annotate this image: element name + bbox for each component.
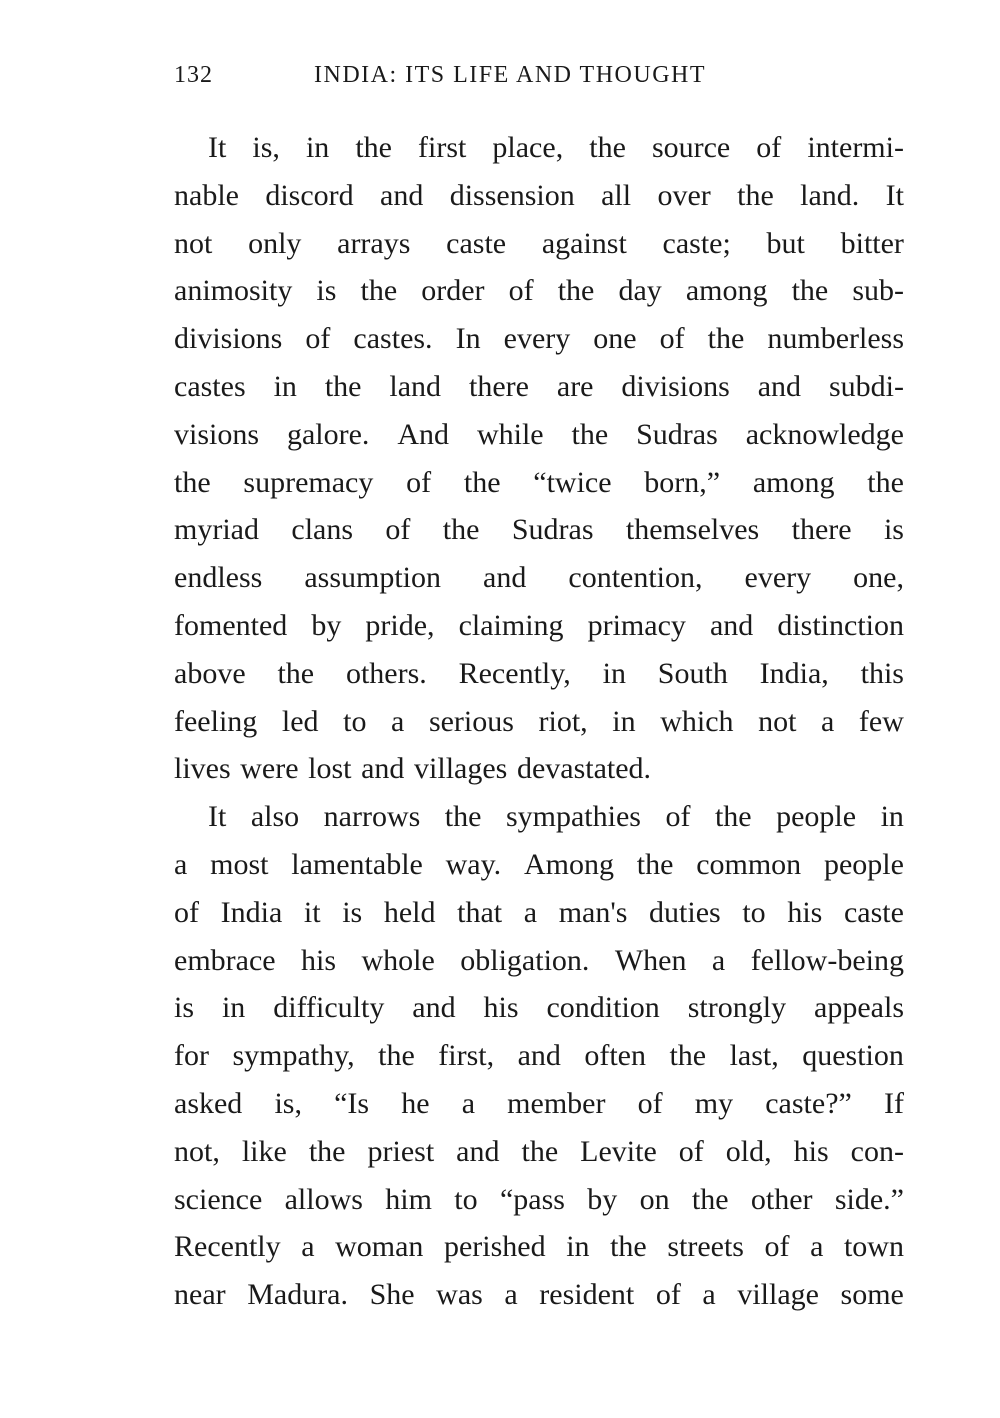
text-line: near Madura. She was a resident of a village some (174, 1278, 904, 1312)
text-line: It also narrows the sympathies of the people in (208, 800, 904, 834)
paragraph-2 (174, 793, 904, 1319)
paragraph-1 (174, 124, 904, 793)
text-line: science allows him to “pass by on the other side.” (174, 1182, 904, 1216)
text-line: not, like the priest and the Levite of old, his con- (174, 1134, 904, 1168)
running-title: INDIA: ITS LIFE AND THOUGHT (314, 62, 707, 88)
text-line: divisions of castes. In every one of the numberless (174, 322, 904, 356)
body-text (174, 124, 904, 1319)
text-line: is in difficulty and his condition strongly appeals (174, 991, 904, 1025)
page-number: 132 (174, 62, 213, 88)
text-line: castes in the land there are divisions and subdi- (174, 369, 904, 403)
text-line: the supremacy of the “twice born,” among the (174, 465, 904, 499)
text-line: nable discord and dissension all over the land. It (174, 178, 904, 212)
text-line: It is, in the first place, the source of intermi- (208, 131, 904, 164)
text-line: embrace his whole obligation. When a fellow-being (174, 943, 904, 977)
text-line: of India it is held that a man's duties to his caste (174, 895, 904, 929)
running-head (174, 62, 904, 102)
text-line: a most lamentable way. Among the common people (174, 847, 904, 881)
text-line: above the others. Recently, in South India, this (174, 656, 904, 690)
text-line: endless assumption and contention, every one, (174, 561, 904, 595)
text-line: asked is, “Is he a member of my caste?” If (174, 1086, 904, 1120)
text-line: fomented by pride, claiming primacy and distinction (174, 608, 904, 642)
text-line: not only arrays caste against caste; but bitter (174, 226, 904, 260)
text-line: feeling led to a serious riot, in which not a few (174, 704, 904, 738)
text-line: myriad clans of the Sudras themselves there is (174, 513, 904, 547)
text-line: Recently a woman perished in the streets of a town (174, 1230, 904, 1264)
text-line: lives were lost and villages devastated. (174, 752, 652, 786)
text-line: visions galore. And while the Sudras acknowledge (174, 417, 904, 451)
text-line: animosity is the order of the day among the sub- (174, 274, 904, 308)
text-line: for sympathy, the first, and often the last, question (174, 1039, 904, 1073)
